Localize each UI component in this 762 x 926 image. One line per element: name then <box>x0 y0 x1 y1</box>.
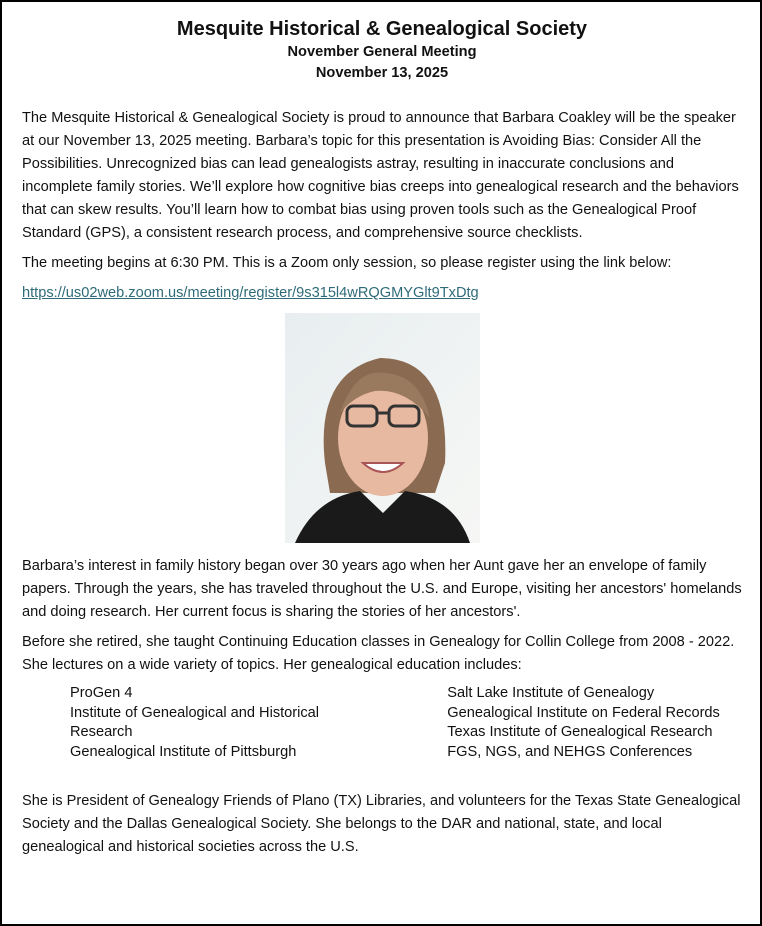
education-column-left <box>70 684 447 762</box>
closing-paragraph: She is President of Genealogy Friends of Plano (TX) Libraries, and volunteers for the Texas State Genealogical Society and the Dallas Genealogical Society. She belongs to the DAR and national, state, and local genealogical and historical societies across the U.S. <box>22 793 741 855</box>
education-item: Salt Lake Institute of Genealogy <box>447 685 655 701</box>
zoom-registration-link[interactable]: https://us02web.zoom.us/meeting/register/9s315l4wRQGMYGlt9TxDtg <box>22 285 479 301</box>
speaker-photo <box>285 313 480 543</box>
education-item: Genealogical Institute of Pittsburgh <box>70 743 297 760</box>
teaching-paragraph: Before she retired, she taught Continuing Education classes in Genealogy for Collin College from 2008 - 2022. She lectures on a wide variety of topics. Her genealogical education includes: <box>22 634 735 673</box>
intro-paragraph: The Mesquite Historical & Genealogical Society is proud to announce that Barbara Coakley will be the speaker at our November 13, 2025 meeting. Barbara’s topic for this presentation is Avoiding Bias: Consider All the Possibilities. Unrecognized bias can lead genealogists astray, resulting in inaccurate conclusions and incomplete family stories. We’ll explore how cognitive bias creeps into genealogical research and the behaviors that can skew results. You’ll learn how to combat bias using proven tools such as the Genealogical Proof Standard (GPS), a consistent research process, and comprehensive source checklists. <box>22 110 739 241</box>
education-item: ProGen 4 <box>70 685 133 701</box>
bio-paragraph: Barbara’s interest in family history began over 30 years ago when her Aunt gave her an envelope of family papers. Through the years, she has traveled throughout the U.S. and Europe, visiting her ancestors' homelands and doing research. Her current focus is sharing the stories of her ancestors'. <box>22 558 742 620</box>
education-item: Institute of Genealogical and Historical Research <box>70 704 320 740</box>
meeting-paragraph: The meeting begins at 6:30 PM. This is a Zoom only session, so please register using the link below: <box>22 255 672 271</box>
education-item: Texas Institute of Genealogical Research <box>447 724 713 740</box>
meeting-date: November 13, 2025 <box>315 65 449 81</box>
education-item: Genealogical Institute on Federal Records <box>447 704 720 721</box>
meeting-subtitle: November General Meeting <box>287 44 477 60</box>
education-list <box>70 684 742 762</box>
education-column-right <box>447 684 742 762</box>
society-title: Mesquite Historical & Genealogical Society <box>176 18 588 40</box>
education-item: FGS, NGS, and NEHGS Conferences <box>447 743 693 760</box>
